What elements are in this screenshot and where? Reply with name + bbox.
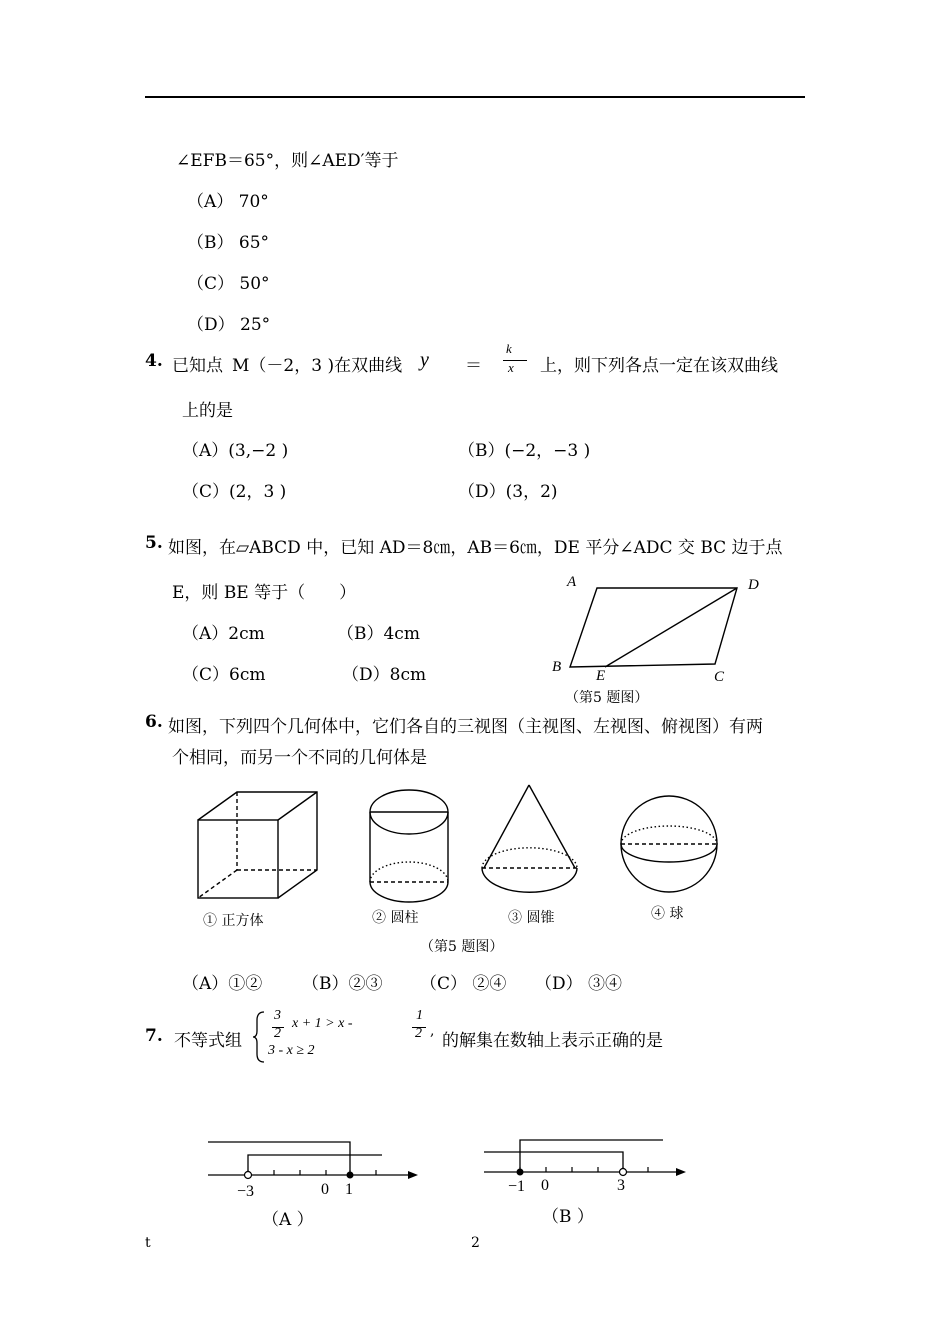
- q6-option-b: （B）②③: [302, 974, 383, 994]
- tick-label-a-2: 1: [345, 1181, 353, 1198]
- q4-option-b: （B）(−2，−3 ): [458, 441, 591, 461]
- page-number: 2: [471, 1235, 480, 1251]
- q6-option-c: （C） ②④: [420, 974, 507, 994]
- q5-stem-line1: 如图，在▱ABCD 中，已知 AD＝8㎝，AB＝6㎝，DE 平分∠ADC 交 BC 边于点: [168, 538, 783, 558]
- solid-label-cylinder: ② 圆柱: [372, 910, 419, 926]
- q4-curve-eq: ＝: [465, 356, 482, 376]
- closed-dot: [517, 1169, 524, 1176]
- q5-stem-line2: E，则 BE 等于（ ）: [172, 583, 357, 603]
- solid-label-cone: ③ 圆锥: [508, 910, 555, 926]
- q4-fraction-bar: [503, 360, 527, 361]
- q7-row2: 3 - x ≥ 2: [268, 1043, 315, 1058]
- tick-label-b-1: 0: [541, 1177, 549, 1194]
- parallelogram-abcd: [570, 588, 737, 667]
- q6-stem-line1: 如图，下列四个几何体中，它们各自的三视图（主视图、左视图、俯视图）有两: [168, 717, 763, 737]
- q5-option-c: （C）6cm: [182, 665, 266, 685]
- q7-frac-den: 2: [274, 1026, 281, 1041]
- q4-stem-post: 上，则下列各点一定在该双曲线: [540, 356, 778, 376]
- label-d: D: [748, 577, 759, 593]
- q4-curve-x: x: [508, 360, 514, 375]
- q7-frac2-num: 1: [416, 1008, 423, 1023]
- q6-number: 6.: [145, 712, 163, 732]
- cylinder-drawing: [370, 790, 448, 902]
- open-dot: [245, 1172, 252, 1179]
- number-line-b: [478, 1128, 708, 1198]
- q7-row1-end: ,: [430, 1023, 435, 1039]
- open-dot: [620, 1169, 627, 1176]
- tick-label-b-2: 3: [617, 1177, 625, 1194]
- tick-label-b-0: −1: [508, 1178, 526, 1195]
- q7-number: 7.: [145, 1026, 163, 1046]
- range-bracket-1: [520, 1140, 663, 1172]
- label-c: C: [714, 669, 725, 685]
- q4-stem-pre: 已知点: [172, 356, 223, 376]
- q7-frac2-den: 2: [415, 1026, 422, 1041]
- q5-option-d: （D）8cm: [342, 665, 427, 685]
- solids-figure: [0, 780, 760, 910]
- q5-number: 5.: [145, 533, 163, 553]
- sphere-drawing: [621, 796, 717, 892]
- q7-stem-post: 的解集在数轴上表示正确的是: [442, 1031, 663, 1051]
- q7-row1-rest: x + 1 > x -: [292, 1016, 353, 1031]
- cone-drawing: [482, 785, 577, 892]
- q4-option-d: （D）(3，2): [458, 482, 558, 502]
- label-b: B: [552, 659, 562, 675]
- q6-stem-line2: 个相同，而另一个不同的几何体是: [172, 748, 427, 768]
- q4-point: M（－2，3 )在双曲线: [232, 356, 403, 376]
- q3-option-b: （B） 65°: [187, 233, 270, 253]
- header-rule: [145, 96, 805, 98]
- cube-drawing: [198, 792, 317, 898]
- q5-option-a: （A）2cm: [182, 624, 265, 644]
- q4-option-c: （C）(2，3 ): [182, 482, 287, 502]
- q6-caption: （第5 题图）: [420, 939, 504, 955]
- axis-a-label: （A ）: [262, 1210, 314, 1230]
- q6-option-d: （D） ③④: [535, 974, 623, 994]
- q4-curve-y: y: [420, 349, 429, 371]
- q6-option-a: （A）①②: [182, 974, 263, 994]
- q4-curve-k: k: [506, 341, 512, 356]
- solid-label-cube: ① 正方体: [203, 913, 264, 929]
- q4-number: 4.: [145, 351, 163, 371]
- tick-label-a-0: −3: [237, 1183, 255, 1200]
- q3-option-c: （C） 50°: [187, 274, 270, 294]
- axis-b-label: （B ）: [542, 1207, 594, 1227]
- footer-left: t: [145, 1235, 151, 1251]
- q5-option-b: （B）4cm: [337, 624, 420, 644]
- range-bracket-2: [248, 1155, 382, 1175]
- q3-option-d: （D） 25°: [187, 315, 271, 335]
- system-brace: [252, 1010, 266, 1064]
- q4-stem-line2: 上的是: [182, 401, 233, 421]
- tick-label-a-1: 0: [321, 1181, 329, 1198]
- q7-stem-pre: 不等式组: [174, 1031, 242, 1051]
- q3-stem-tail: ∠EFB＝65°，则∠AED′等于: [176, 151, 399, 171]
- range-bracket-1: [208, 1142, 350, 1175]
- q4-option-a: （A）(3,−2 ): [182, 441, 289, 461]
- q7-frac-num: 3: [274, 1008, 281, 1023]
- solid-label-sphere: ④ 球: [651, 906, 684, 922]
- q3-option-a: （A） 70°: [187, 192, 269, 212]
- label-e: E: [596, 668, 606, 684]
- closed-dot: [347, 1172, 354, 1179]
- number-line-a: [200, 1130, 430, 1200]
- range-bracket-2: [484, 1152, 623, 1172]
- q5-caption: （第5 题图）: [565, 690, 649, 706]
- label-a: A: [567, 574, 577, 590]
